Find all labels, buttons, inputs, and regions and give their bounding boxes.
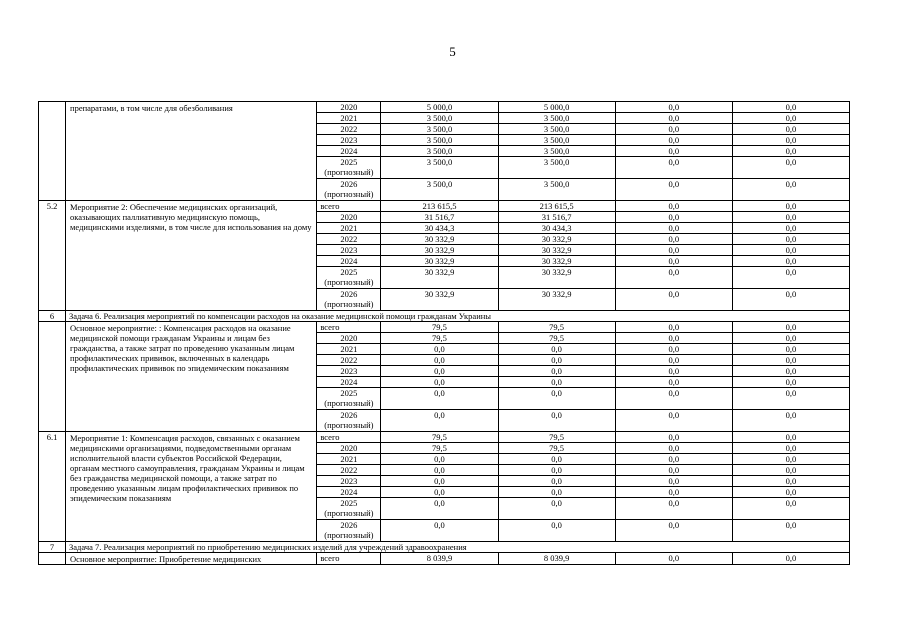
- amount-cell: 0,0: [732, 333, 849, 344]
- amount-cell: 3 500,0: [381, 124, 498, 135]
- amount-cell: 31 516,7: [381, 212, 498, 223]
- amount-cell: 0,0: [381, 476, 498, 487]
- amount-cell: 30 332,9: [498, 256, 615, 267]
- period-cell: всего: [317, 201, 381, 212]
- amount-cell: 213 615,5: [498, 201, 615, 212]
- amount-cell: 0,0: [615, 267, 732, 289]
- amount-cell: 0,0: [615, 553, 732, 565]
- amount-cell: 0,0: [615, 454, 732, 465]
- period-cell: 2023: [317, 366, 381, 377]
- amount-cell: 79,5: [498, 432, 615, 443]
- amount-cell: 0,0: [615, 333, 732, 344]
- amount-cell: 0,0: [732, 289, 849, 311]
- period-cell: 2024: [317, 377, 381, 388]
- amount-cell: 0,0: [615, 289, 732, 311]
- amount-cell: 0,0: [498, 487, 615, 498]
- table-row: [39, 201, 850, 212]
- amount-cell: 79,5: [498, 333, 615, 344]
- amount-cell: 3 500,0: [498, 146, 615, 157]
- amount-cell: 0,0: [498, 498, 615, 520]
- amount-cell: 0,0: [615, 520, 732, 542]
- amount-cell: 0,0: [615, 377, 732, 388]
- amount-cell: 0,0: [615, 234, 732, 245]
- amount-cell: 0,0: [381, 454, 498, 465]
- amount-cell: 0,0: [615, 476, 732, 487]
- amount-cell: 0,0: [615, 443, 732, 454]
- amount-cell: 3 500,0: [381, 146, 498, 157]
- amount-cell: 79,5: [381, 443, 498, 454]
- period-cell: 2025 (прогнозный): [317, 498, 381, 520]
- period-cell: 2026 (прогнозный): [317, 520, 381, 542]
- amount-cell: 0,0: [732, 124, 849, 135]
- activity-name: Мероприятие 1: Компенсация расходов, связанных с оказанием медицинскими организациями, подведомственными органам исполнительной власти субъектов Российской Федерации, органам местного самоуправления, гражданам Украины и лицам без гражданства медицинской помощи, а также затрат по проведению указанным лицам профилактических прививок по эпидемическим показаниям: [66, 432, 317, 542]
- period-cell: 2025 (прогнозный): [317, 157, 381, 179]
- period-cell: 2020: [317, 443, 381, 454]
- amount-cell: 0,0: [615, 212, 732, 223]
- page-number: 5: [449, 44, 456, 59]
- amount-cell: 0,0: [732, 520, 849, 542]
- amount-cell: 5 000,0: [498, 102, 615, 113]
- period-cell: 2021: [317, 344, 381, 355]
- amount-cell: 0,0: [732, 443, 849, 454]
- amount-cell: 0,0: [615, 135, 732, 146]
- row-number: 6: [39, 311, 66, 322]
- period-cell: 2025 (прогнозный): [317, 267, 381, 289]
- amount-cell: 0,0: [615, 201, 732, 212]
- amount-cell: 0,0: [498, 388, 615, 410]
- amount-cell: 30 332,9: [381, 267, 498, 289]
- amount-cell: 0,0: [732, 366, 849, 377]
- table-row: [39, 432, 850, 443]
- amount-cell: 0,0: [732, 322, 849, 333]
- amount-cell: 8 039,9: [381, 553, 498, 565]
- amount-cell: 0,0: [732, 388, 849, 410]
- task-title: Задача 6. Реализация мероприятий по компенсации расходов на оказание медицинской помощи гражданам Украины: [66, 311, 850, 322]
- period-cell: 2021: [317, 454, 381, 465]
- amount-cell: 0,0: [732, 179, 849, 201]
- row-number: [39, 322, 66, 432]
- period-cell: 2026 (прогнозный): [317, 289, 381, 311]
- amount-cell: 0,0: [381, 520, 498, 542]
- amount-cell: 30 332,9: [381, 245, 498, 256]
- period-cell: 2022: [317, 465, 381, 476]
- table-row: [39, 322, 850, 333]
- task-title: Задача 7. Реализация мероприятий по приобретению медицинских изделий для учреждений здравоохранения: [66, 542, 850, 553]
- table-row: [39, 553, 850, 565]
- amount-cell: 79,5: [381, 322, 498, 333]
- amount-cell: 0,0: [732, 487, 849, 498]
- period-cell: 2020: [317, 212, 381, 223]
- amount-cell: 0,0: [732, 553, 849, 565]
- amount-cell: 0,0: [498, 410, 615, 432]
- row-number: [39, 553, 66, 565]
- period-cell: 2024: [317, 487, 381, 498]
- amount-cell: 0,0: [732, 102, 849, 113]
- activity-name: Основное мероприятие: : Компенсация расходов на оказание медицинской помощи гражданам Украины и лицам без гражданства, а также затрат по проведению указанным лицам профилактических прививок, включенных в календарь профилактических прививок по эпидемическим показаниям: [66, 322, 317, 432]
- period-cell: 2020: [317, 102, 381, 113]
- amount-cell: 0,0: [732, 476, 849, 487]
- amount-cell: 3 500,0: [381, 135, 498, 146]
- amount-cell: 0,0: [381, 355, 498, 366]
- amount-cell: 0,0: [732, 267, 849, 289]
- amount-cell: 3 500,0: [498, 113, 615, 124]
- amount-cell: 0,0: [615, 223, 732, 234]
- amount-cell: 0,0: [498, 377, 615, 388]
- period-cell: всего: [317, 432, 381, 443]
- amount-cell: 79,5: [381, 432, 498, 443]
- budget-table: [38, 101, 850, 565]
- amount-cell: 3 500,0: [498, 157, 615, 179]
- period-cell: 2021: [317, 223, 381, 234]
- amount-cell: 30 332,9: [498, 289, 615, 311]
- amount-cell: 0,0: [732, 344, 849, 355]
- amount-cell: 0,0: [732, 454, 849, 465]
- row-number: 5.2: [39, 201, 66, 311]
- amount-cell: 0,0: [498, 520, 615, 542]
- amount-cell: 0,0: [498, 355, 615, 366]
- amount-cell: 0,0: [732, 223, 849, 234]
- amount-cell: 0,0: [732, 498, 849, 520]
- amount-cell: 3 500,0: [381, 157, 498, 179]
- amount-cell: 0,0: [381, 344, 498, 355]
- period-cell: 2022: [317, 234, 381, 245]
- amount-cell: 0,0: [615, 487, 732, 498]
- amount-cell: 0,0: [615, 124, 732, 135]
- amount-cell: 30 332,9: [381, 289, 498, 311]
- amount-cell: 0,0: [615, 366, 732, 377]
- amount-cell: 0,0: [615, 410, 732, 432]
- amount-cell: 0,0: [615, 179, 732, 201]
- amount-cell: 0,0: [615, 102, 732, 113]
- amount-cell: 0,0: [732, 432, 849, 443]
- amount-cell: 8 039,9: [498, 553, 615, 565]
- amount-cell: 0,0: [615, 432, 732, 443]
- amount-cell: 3 500,0: [381, 179, 498, 201]
- amount-cell: 30 434,3: [381, 223, 498, 234]
- amount-cell: 0,0: [732, 410, 849, 432]
- amount-cell: 30 332,9: [381, 256, 498, 267]
- amount-cell: 31 516,7: [498, 212, 615, 223]
- period-cell: 2024: [317, 146, 381, 157]
- amount-cell: 0,0: [615, 157, 732, 179]
- amount-cell: 0,0: [615, 388, 732, 410]
- amount-cell: 0,0: [381, 410, 498, 432]
- row-number: [39, 102, 66, 201]
- amount-cell: 0,0: [498, 476, 615, 487]
- amount-cell: 0,0: [732, 234, 849, 245]
- amount-cell: 5 000,0: [381, 102, 498, 113]
- period-cell: 2025 (прогнозный): [317, 388, 381, 410]
- amount-cell: 0,0: [732, 113, 849, 124]
- amount-cell: 0,0: [732, 377, 849, 388]
- period-cell: 2021: [317, 113, 381, 124]
- amount-cell: 0,0: [615, 344, 732, 355]
- amount-cell: 0,0: [615, 245, 732, 256]
- amount-cell: 0,0: [615, 355, 732, 366]
- amount-cell: 0,0: [381, 388, 498, 410]
- amount-cell: 30 332,9: [498, 267, 615, 289]
- amount-cell: 30 434,3: [498, 223, 615, 234]
- amount-cell: 79,5: [498, 443, 615, 454]
- task-row: [39, 311, 850, 322]
- amount-cell: 3 500,0: [498, 179, 615, 201]
- period-cell: 2023: [317, 245, 381, 256]
- amount-cell: 79,5: [381, 333, 498, 344]
- amount-cell: 79,5: [498, 322, 615, 333]
- period-cell: 2026 (прогнозный): [317, 179, 381, 201]
- amount-cell: 0,0: [615, 146, 732, 157]
- amount-cell: 0,0: [381, 465, 498, 476]
- amount-cell: 0,0: [498, 366, 615, 377]
- amount-cell: 0,0: [615, 498, 732, 520]
- amount-cell: 0,0: [381, 487, 498, 498]
- activity-name: препаратами, в том числе для обезболивания: [66, 102, 317, 201]
- amount-cell: 0,0: [381, 377, 498, 388]
- period-cell: 2020: [317, 333, 381, 344]
- amount-cell: 0,0: [498, 454, 615, 465]
- table-row: [39, 102, 850, 113]
- period-cell: всего: [317, 322, 381, 333]
- amount-cell: 30 332,9: [498, 234, 615, 245]
- amount-cell: 0,0: [381, 366, 498, 377]
- period-cell: 2023: [317, 476, 381, 487]
- period-cell: 2022: [317, 355, 381, 366]
- amount-cell: 3 500,0: [381, 113, 498, 124]
- amount-cell: 30 332,9: [498, 245, 615, 256]
- amount-cell: 0,0: [732, 212, 849, 223]
- period-cell: 2024: [317, 256, 381, 267]
- amount-cell: 0,0: [732, 355, 849, 366]
- amount-cell: 0,0: [615, 322, 732, 333]
- amount-cell: 3 500,0: [498, 124, 615, 135]
- activity-name: Основное мероприятие: Приобретение медицинских: [66, 553, 317, 565]
- amount-cell: 0,0: [732, 146, 849, 157]
- amount-cell: 3 500,0: [498, 135, 615, 146]
- amount-cell: 0,0: [498, 344, 615, 355]
- amount-cell: 0,0: [498, 465, 615, 476]
- row-number: 7: [39, 542, 66, 553]
- period-cell: 2026 (прогнозный): [317, 410, 381, 432]
- amount-cell: 0,0: [732, 157, 849, 179]
- amount-cell: 0,0: [381, 498, 498, 520]
- amount-cell: 0,0: [732, 201, 849, 212]
- amount-cell: 0,0: [732, 465, 849, 476]
- row-number: 6.1: [39, 432, 66, 542]
- period-cell: 2023: [317, 135, 381, 146]
- amount-cell: 213 615,5: [381, 201, 498, 212]
- task-row: [39, 542, 850, 553]
- amount-cell: 0,0: [732, 245, 849, 256]
- amount-cell: 0,0: [615, 465, 732, 476]
- amount-cell: 0,0: [732, 135, 849, 146]
- amount-cell: 0,0: [615, 256, 732, 267]
- period-cell: всего: [317, 553, 381, 565]
- period-cell: 2022: [317, 124, 381, 135]
- amount-cell: 0,0: [732, 256, 849, 267]
- amount-cell: 0,0: [615, 113, 732, 124]
- amount-cell: 30 332,9: [381, 234, 498, 245]
- activity-name: Мероприятие 2: Обеспечение медицинских организаций, оказывающих паллиативную медицинскую помощь, медицинскими изделиями, в том числе для использования на дому: [66, 201, 317, 311]
